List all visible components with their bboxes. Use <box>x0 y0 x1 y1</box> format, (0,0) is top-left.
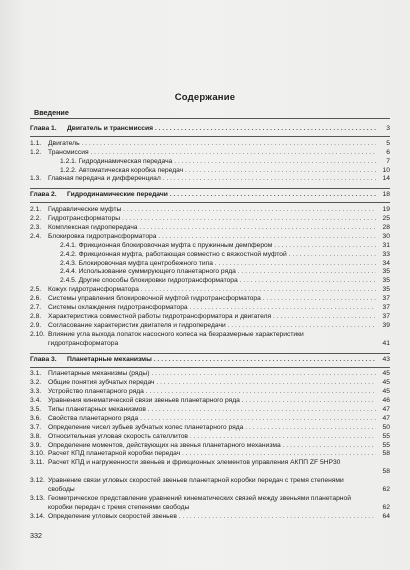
entry-number: 3.3. <box>30 388 42 396</box>
entry-title: 2.4.4. Использование суммирующего планетарного ряда . . . <box>60 268 376 277</box>
entry-number: Глава 3. <box>30 355 57 363</box>
entry-page: 34 <box>382 259 390 267</box>
entry-number: 1.2. <box>30 148 42 156</box>
entry-number: 3.9. <box>30 441 42 449</box>
toc-entry <box>30 397 390 406</box>
toc-entry <box>30 268 390 277</box>
entry-page: 37 <box>382 312 390 320</box>
entry-number: 3.6. <box>30 414 42 422</box>
entry-number: 3.13. <box>30 494 45 502</box>
entry-title: Относительная угловая скорость сателлитов . . . <box>48 433 376 442</box>
entry-number: 3.1. <box>30 370 42 378</box>
entry-number: 2.7. <box>30 304 42 312</box>
entry-title: Комплексная гидропередача . . . <box>48 224 376 233</box>
toc-entry <box>30 388 390 397</box>
entry-title: Системы управления блокировочной муфтой гидротрансформатора . . . <box>48 295 376 304</box>
entry-title: Определение чисел зубьев зубчатых колес планетарного ряда . . . <box>48 424 376 433</box>
toc-entry <box>30 406 390 415</box>
entry-title: 1.2.1. Гидродинамическая передача . . . <box>60 158 376 167</box>
entry-page: 10 <box>382 166 390 174</box>
entry-title: 1.2.2. Автоматическая коробка передач . . . <box>60 167 376 176</box>
entry-title: 2.4.5. Другие способы блокировки гидротрансформатора . . . <box>60 277 376 286</box>
entry-page: 30 <box>382 232 390 240</box>
entry-page: 58 <box>382 450 390 458</box>
entry-number: 3.2. <box>30 379 42 387</box>
entry-title: 2.4.3. Блокировочная муфта центробежного типа . . . <box>60 260 376 269</box>
toc-entry <box>30 277 390 286</box>
entry-page: 5 <box>386 139 390 147</box>
entry-number: 2.9. <box>30 321 42 329</box>
page-title: Содержание <box>174 92 236 103</box>
toc-entry <box>30 370 390 379</box>
entry-page: 33 <box>382 250 390 258</box>
divider <box>30 188 390 189</box>
entry-page: 46 <box>382 397 390 405</box>
entry-page: 47 <box>382 405 390 413</box>
entry-number: 2.10. <box>30 330 45 338</box>
toc-chapter <box>30 191 390 200</box>
entry-page: 28 <box>382 224 390 232</box>
toc-entry <box>30 513 390 522</box>
entry-number: 1.3. <box>30 175 42 183</box>
toc-entry <box>30 313 390 322</box>
toc-entry <box>30 233 390 242</box>
divider <box>30 136 390 137</box>
entry-page: 62 <box>382 503 390 511</box>
entry-title: Планетарные механизмы (ряды) . . . <box>48 370 376 379</box>
entry-title: Согласование характеристик двигателя и гидропередачи . . . <box>48 322 376 331</box>
entry-title: Гидродинамические передачи . . . <box>67 191 376 200</box>
entry-title: Влияние угла выхода лопаток насосного колеса на безразмерные характеристики гидротрансформатора <box>48 330 304 347</box>
toc-entry <box>30 224 390 233</box>
entry-number: 2.3. <box>30 224 42 232</box>
toc-entry <box>30 260 390 269</box>
entry-title: Двигатель . . . <box>48 140 376 149</box>
toc-entry <box>30 495 390 513</box>
toc-entry <box>30 433 390 442</box>
entry-title: Гидротрансформаторы . . . <box>48 215 376 224</box>
entry-title: Блокировка гидротрансформатора . . . <box>48 233 376 242</box>
toc-entry <box>30 424 390 433</box>
entry-title: Главная передача и дифференциал . . . <box>48 175 376 184</box>
entry-page: 45 <box>382 379 390 387</box>
entry-page: 35 <box>382 268 390 276</box>
entry-title: Двигатель и трансмиссия . . . <box>67 125 376 134</box>
toc-entry <box>30 167 390 176</box>
page-number: 332 <box>30 531 42 540</box>
entry-number: 3.7. <box>30 423 42 431</box>
entry-number: 1.1. <box>30 139 42 147</box>
entry-title: Геометрическое представление уравнений кинематических связей между звеньями планетарной коробки передач с тремя степенями свободы <box>48 494 351 511</box>
toc-entry <box>30 158 390 167</box>
entry-number: 3.11. <box>30 459 45 467</box>
entry-page: 37 <box>382 295 390 303</box>
entry-title: Определение угловых скоростей звеньев . . . <box>48 513 376 522</box>
entry-title: Устройство планетарного ряда . . . <box>48 388 376 397</box>
toc-entry <box>30 286 390 295</box>
entry-number: 2.6. <box>30 295 42 303</box>
entry-title: Расчет КПД планетарной коробки передач . . . <box>48 450 376 459</box>
entry-page: 6 <box>386 148 390 156</box>
entry-page: 45 <box>382 370 390 378</box>
entry-number: 3.14. <box>30 512 45 520</box>
entry-number: 2.2. <box>30 215 42 223</box>
toc-entry <box>30 251 390 260</box>
entry-title: 2.4.2. Фрикционная муфта, работающая совместно с вязкостной муфтой . . . <box>60 251 376 260</box>
entry-page: 41 <box>382 339 390 347</box>
entry-number: 3.10. <box>30 450 45 458</box>
toc-entry <box>30 140 390 149</box>
entry-title: Уравнения кинематической связи звеньев планетарного ряда . . . <box>48 397 376 406</box>
entry-title: Общие понятия зубчатых передач . . . <box>48 379 376 388</box>
entry-page: 43 <box>382 355 390 363</box>
entry-page: 3 <box>386 125 390 132</box>
entry-page: 25 <box>382 215 390 223</box>
entry-number: 3.4. <box>30 397 42 405</box>
entry-page: 18 <box>382 191 390 199</box>
entry-page: 55 <box>382 432 390 440</box>
toc-entry <box>30 450 390 459</box>
entry-number: 2.1. <box>30 206 42 214</box>
entry-page: 64 <box>382 512 390 520</box>
entry-page: 37 <box>382 304 390 312</box>
toc-entry <box>30 304 390 313</box>
toc-entry <box>30 459 390 477</box>
entry-page: 39 <box>382 321 390 329</box>
entry-number: 3.12. <box>30 477 45 485</box>
toc-chapter <box>30 125 390 134</box>
entry-page: 47 <box>382 414 390 422</box>
entry-number: 3.5. <box>30 405 42 413</box>
divider <box>30 367 390 368</box>
divider <box>30 353 390 354</box>
entry-title: Уравнение связи угловых скоростей звеньев планетарной коробки передач с тремя степенями свободы <box>48 477 344 493</box>
entry-title: Свойства планетарного ряда . . . <box>48 415 376 424</box>
intro-heading: Введение <box>34 108 69 117</box>
toc-entry <box>30 295 390 304</box>
divider <box>30 202 390 203</box>
toc-entry <box>30 175 390 184</box>
table-of-contents <box>30 118 390 522</box>
entry-page: 50 <box>382 423 390 431</box>
entry-title: Планетарные механизмы . . . <box>67 356 376 365</box>
toc-entry <box>30 477 390 495</box>
entry-number: 3.8. <box>30 432 42 440</box>
entry-number: 2.5. <box>30 286 42 294</box>
entry-title: Кожух гидротрансформатора . . . <box>48 286 376 295</box>
toc-entry <box>30 415 390 424</box>
entry-number: Глава 1. <box>30 125 57 132</box>
toc-entry <box>30 379 390 388</box>
entry-page: 14 <box>382 175 390 183</box>
entry-page: 7 <box>386 157 390 165</box>
entry-title: Типы планетарных механизмов . . . <box>48 406 376 415</box>
entry-page: 19 <box>382 206 390 214</box>
entry-title: Гидравлические муфты . . . <box>48 206 376 215</box>
entry-page: 45 <box>382 388 390 396</box>
toc-entry <box>30 322 390 331</box>
entry-title: Трансмиссия . . . <box>48 149 376 158</box>
entry-title: Определение моментов, действующих на звенья планетарного механизма . . . <box>48 442 376 451</box>
entry-page: 35 <box>382 286 390 294</box>
toc-entry <box>30 206 390 215</box>
entry-title: Расчет КПД и нагруженности звеньев и фрикционных элементов управления АКПП ZF 5HP30 <box>48 459 341 467</box>
toc-entry <box>30 331 390 349</box>
toc-chapter <box>30 356 390 365</box>
entry-number: 2.4. <box>30 232 42 240</box>
toc-entry <box>30 242 390 251</box>
toc-entry <box>30 215 390 224</box>
entry-page: 58 <box>382 468 390 476</box>
entry-page: 62 <box>382 485 390 493</box>
toc-entry <box>30 149 390 158</box>
entry-page: 31 <box>382 241 390 249</box>
entry-title: Системы охлаждения гидротрансформатора . . . <box>48 304 376 313</box>
entry-title: 2.4.1. Фрикционная блокировочная муфта с пружинным демпфером . . . <box>60 242 376 251</box>
toc-entry <box>30 442 390 451</box>
entry-page: 55 <box>382 441 390 449</box>
entry-page: 35 <box>382 277 390 285</box>
entry-number: Глава 2. <box>30 191 57 199</box>
entry-title: Характеристика совместной работы гидротрансформатора и двигателя . . . <box>48 313 376 322</box>
entry-number: 2.8. <box>30 312 42 320</box>
